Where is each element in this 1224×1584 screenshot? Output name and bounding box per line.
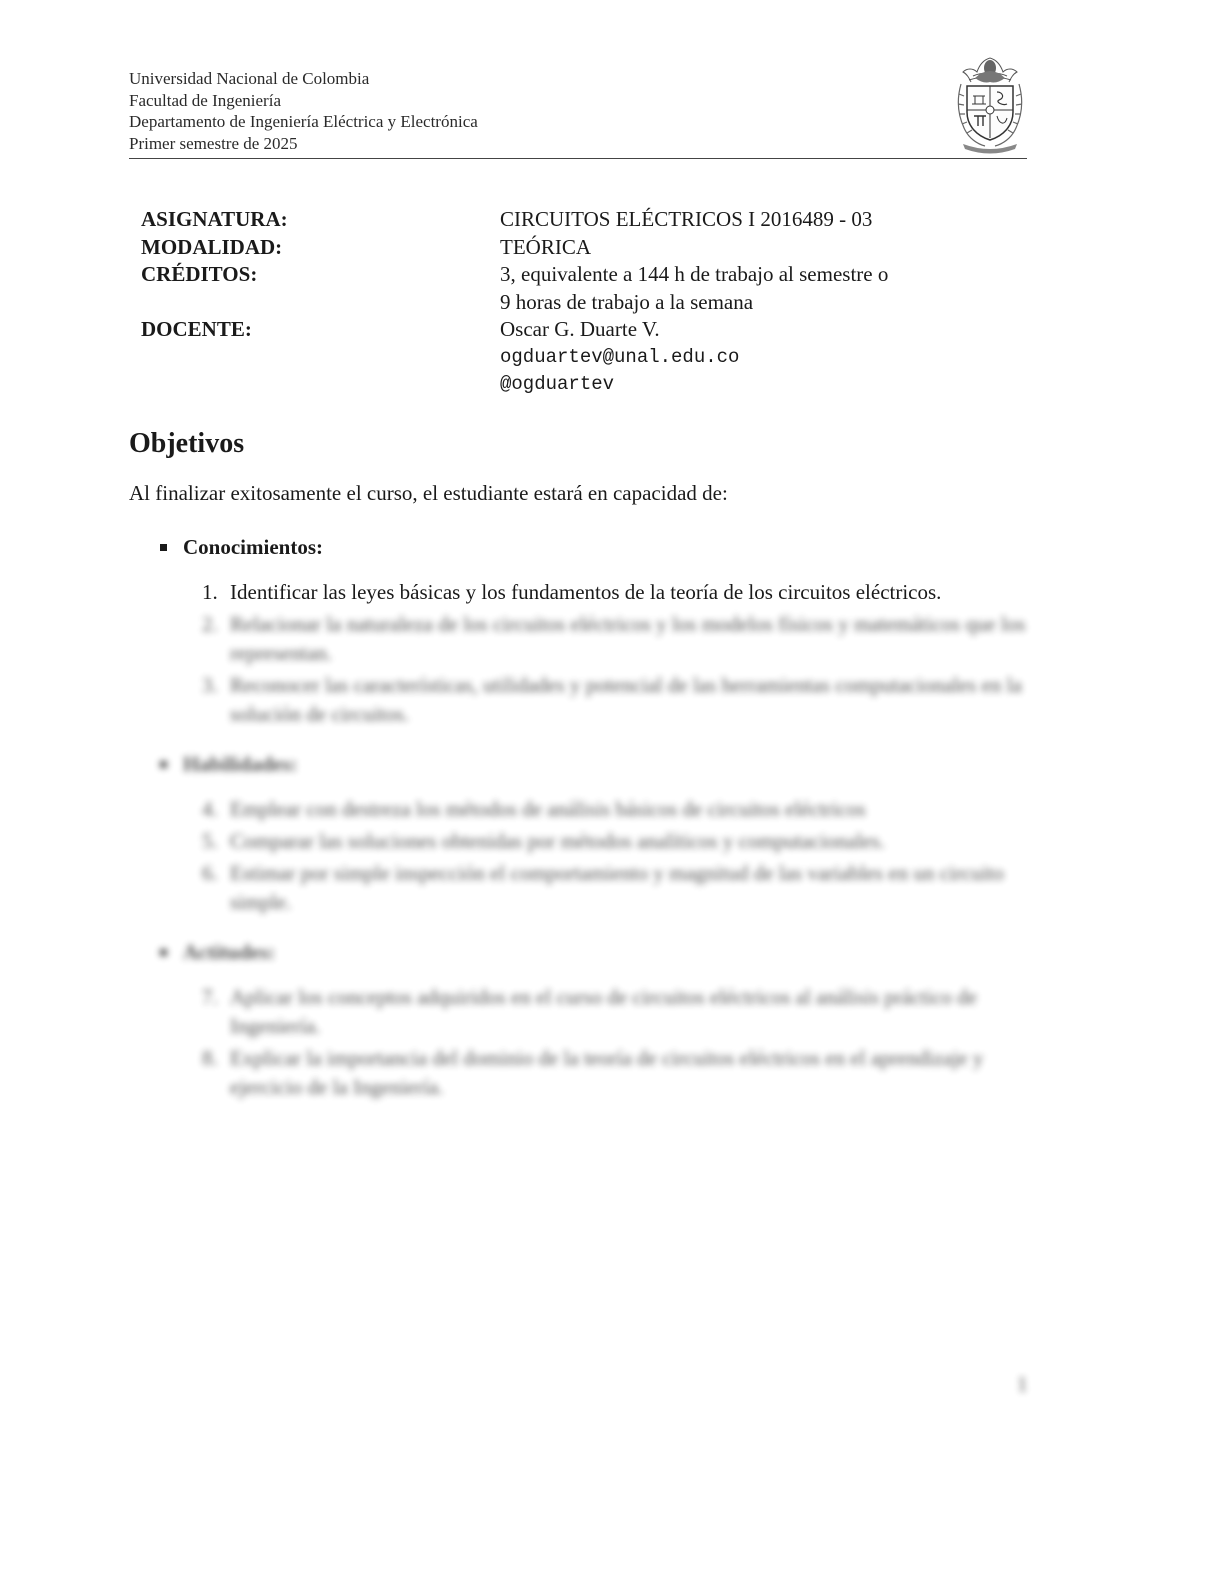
item-text: Explicar la importancia del dominio de la teoría de circuitos eléctricos en el aprendizaje y ejercicio de la Ingeniería. <box>230 1046 984 1099</box>
creditos-value-line-1: 3, equivalente a 144 h de trabajo al semestre o <box>500 262 889 286</box>
docente-email-link[interactable]: ogduartev@unal.edu.co <box>500 345 740 368</box>
modalidad-row <box>141 234 1041 262</box>
objective-item <box>202 795 1040 824</box>
objective-group-habilidades <box>160 749 1040 917</box>
item-number: 6. <box>202 861 218 885</box>
group-heading-text: Actitudes: <box>183 939 276 964</box>
item-text: Emplear con destreza los métodos de análisis básicos de circuitos eléctricos <box>230 797 866 821</box>
item-text: Relacionar la naturaleza de los circuitos eléctricos y los modelos físicos y matemáticos que los representan. <box>230 612 1026 665</box>
objectives-list <box>160 532 1040 1122</box>
docente-label: DOCENTE: <box>141 317 252 341</box>
faculty-name: Facultad de Ingeniería <box>129 90 281 110</box>
objective-item <box>202 859 1040 917</box>
objective-item <box>202 827 1040 856</box>
item-number: 3. <box>202 673 218 697</box>
objective-group-actitudes <box>160 937 1040 1102</box>
item-text: Estimar por simple inspección el comportamiento y magnitud de las variables en un circuito simple. <box>230 861 1004 914</box>
creditos-row <box>141 261 1041 316</box>
objective-item <box>202 578 1040 607</box>
docente-handle-link[interactable]: @ogduartev <box>500 373 615 395</box>
item-number: 8. <box>202 1046 218 1070</box>
objectives-intro: Al finalizar exitosamente el curso, el estudiante estará en capacidad de: <box>129 481 728 505</box>
creditos-value-line-2: 9 horas de trabajo a la semana <box>500 289 754 314</box>
page-header <box>129 68 1027 159</box>
semester: Primer semestre de 2025 <box>129 133 298 153</box>
docente-row <box>141 316 1041 399</box>
item-number: 1. <box>202 580 218 604</box>
creditos-value <box>500 261 1041 316</box>
docente-name: Oscar G. Duarte V. <box>500 317 660 341</box>
item-text: Aplicar los conceptos adquiridos en el curso de circuitos eléctricos al análisis práctico de Ingeniería. <box>230 985 977 1038</box>
department-name: Departamento de Ingeniería Eléctrica y Electrónica <box>129 112 478 131</box>
objective-group-conocimientos <box>160 532 1040 729</box>
asignatura-label: ASIGNATURA: <box>141 207 288 231</box>
group-heading-text: Habilidades: <box>183 751 298 776</box>
item-text: Reconocer las características, utilidades y potencial de las herramientas computacionales en la solución de circuitos. <box>230 673 1022 726</box>
group-items <box>160 795 1040 917</box>
objective-item <box>202 983 1040 1041</box>
university-name: Universidad Nacional de Colombia <box>129 69 370 88</box>
asignatura-value: CIRCUITOS ELÉCTRICOS I 2016489 - 03 <box>500 207 873 231</box>
modalidad-label: MODALIDAD: <box>141 234 283 259</box>
group-heading-text: Conocimientos: <box>183 534 323 559</box>
group-heading <box>160 532 1040 562</box>
section-title-objetivos: Objetivos <box>129 428 245 459</box>
group-heading <box>160 937 1040 967</box>
objective-item <box>202 671 1040 729</box>
item-number: 5. <box>202 829 218 853</box>
page-number: 1 <box>1017 1372 1028 1396</box>
modalidad-value: TEÓRICA <box>500 234 591 259</box>
item-text: Comparar las soluciones obtenidas por métodos analíticos y computacionales. <box>230 829 885 853</box>
group-heading <box>160 749 1040 779</box>
objective-item <box>202 610 1040 668</box>
objective-item <box>202 1044 1040 1102</box>
bullet-icon <box>160 761 167 768</box>
docente-value <box>500 316 1041 399</box>
group-items <box>160 983 1040 1102</box>
bullet-icon <box>160 544 167 551</box>
item-text: Identificar las leyes básicas y los fundamentos de la teoría de los circuitos eléctricos. <box>230 580 942 604</box>
bullet-icon <box>160 949 167 956</box>
creditos-label: CRÉDITOS: <box>141 262 258 286</box>
item-number: 7. <box>202 985 218 1009</box>
item-number: 4. <box>202 797 218 821</box>
group-items <box>160 578 1040 729</box>
university-seal-icon <box>953 54 1027 154</box>
header-lines <box>129 68 478 154</box>
asignatura-row <box>141 206 1041 234</box>
item-number: 2. <box>202 612 218 636</box>
course-info <box>141 206 1041 399</box>
